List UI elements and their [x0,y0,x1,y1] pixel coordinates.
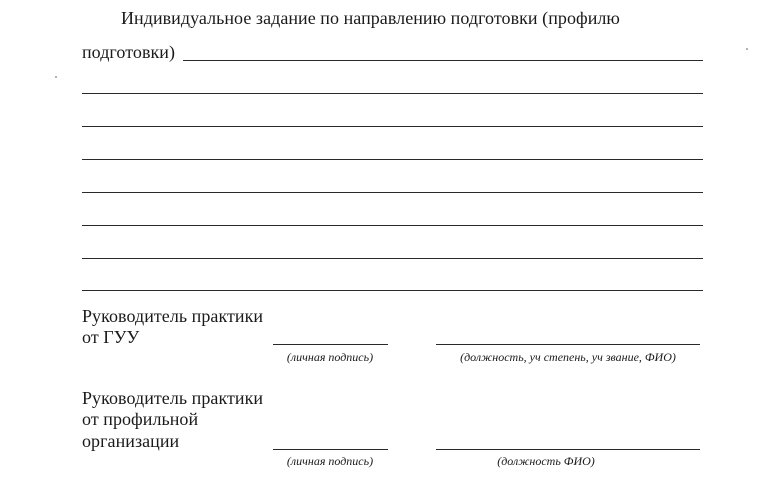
signature-line[interactable] [273,344,388,345]
scan-speck [55,76,57,78]
supervisor-university-role: Руководитель практики [82,306,264,326]
task-fill-line[interactable] [82,290,703,291]
task-fill-line[interactable] [82,126,703,127]
signature-line[interactable] [273,449,388,450]
position-name-line[interactable] [436,449,700,450]
supervisor-university-org: от ГУУ [82,327,140,347]
task-fill-line[interactable] [82,159,703,160]
supervisor-organization-org: от профильной [82,409,199,429]
task-fill-line[interactable] [183,60,703,61]
task-title-line-2: подготовки) [82,42,176,62]
task-fill-line[interactable] [82,192,703,193]
task-fill-line[interactable] [82,93,703,94]
supervisor-organization-role: Руководитель практики [82,388,264,408]
signature-caption: (личная подпись) [286,454,374,468]
position-name-caption: (должность ФИО) [497,454,595,468]
signature-caption: (личная подпись) [286,350,374,364]
position-name-caption: (должность, уч степень, уч звание, ФИО) [460,350,676,364]
task-fill-line[interactable] [82,225,703,226]
scan-speck [746,48,748,50]
position-name-line[interactable] [436,344,700,345]
supervisor-organization-org-cont: организации [82,431,180,451]
task-title-line-1: Индивидуальное задание по направлению подготовки (профилю [121,8,620,28]
task-fill-line[interactable] [82,258,703,259]
